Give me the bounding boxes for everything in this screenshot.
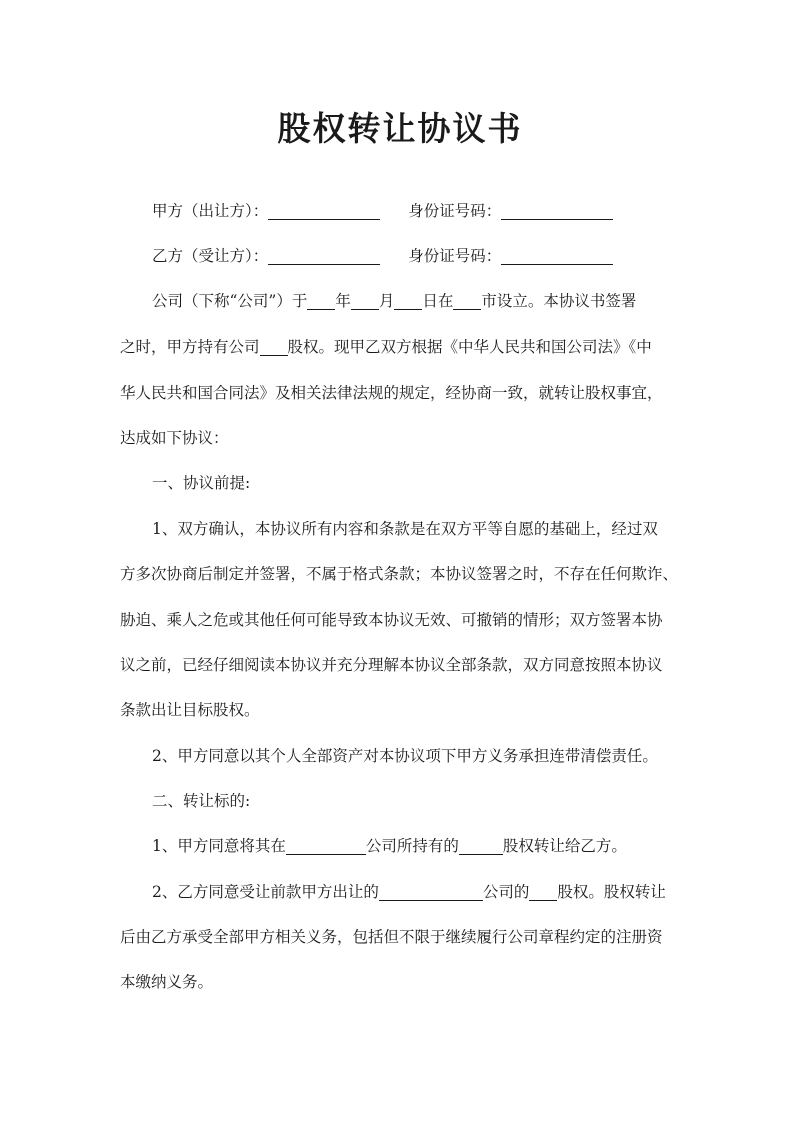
party-a-id-label: 身份证号码： (408, 202, 502, 220)
section-1-item-1-line-5: 条款出让目标股权。 (120, 701, 260, 719)
intro-text: 年 (335, 292, 351, 310)
party-a-row (152, 200, 672, 222)
company-name-blank (286, 836, 366, 855)
section-2-item-2-line-1 (152, 881, 690, 903)
city-blank (453, 291, 481, 310)
party-a-label: 甲方（出让方）： (152, 202, 269, 220)
section-2-item-2-line-2: 后由乙方承受全部甲方相关义务，包括但不限于继续履行公司章程约定的注册资 (120, 928, 663, 946)
party-a-name-blank (268, 201, 380, 220)
intro-text: 市设立。本协议书签署 (481, 292, 637, 310)
section-2-text: 2、乙方同意受让前款甲方出让的 (152, 883, 379, 901)
share-blank (459, 836, 503, 855)
section-1-item-1-line-4: 议之前，已经仔细阅读本协议并充分理解本协议全部条款，双方同意按照本协议 (120, 656, 663, 674)
share-blank-2 (529, 882, 557, 901)
section-2-item-1 (152, 835, 690, 857)
company-name-blank-2 (379, 882, 483, 901)
section-2-text: 1、甲方同意将其在 (152, 837, 286, 855)
section-1-item-1-line-1: 1、双方确认，本协议所有内容和条款是在双方平等自愿的基础上，经过双 (152, 520, 658, 538)
intro-text: 公司（下称“公司”）于 (152, 292, 308, 310)
share-percent-blank (260, 337, 288, 356)
section-2-text: 股权。股权转让 (557, 883, 666, 901)
intro-text: 月 (378, 292, 395, 310)
year-blank (307, 291, 335, 310)
section-2-item-2-line-3: 本缴纳义务。 (120, 973, 214, 991)
intro-line-1 (152, 290, 690, 312)
section-1-heading: 一、协议前提: (152, 474, 251, 492)
month-blank (351, 291, 379, 310)
intro-text: 日在 (422, 292, 454, 310)
party-b-id-label: 身份证号码： (408, 247, 502, 265)
intro-text: 之时，甲方持有公司 (120, 338, 260, 356)
party-a-id-blank (501, 201, 613, 220)
party-b-id-blank (501, 246, 613, 265)
document-title: 股权转让协议书 (277, 109, 523, 148)
party-b-row (152, 245, 672, 267)
intro-line-2 (120, 336, 690, 358)
section-2-text: 股权转让给乙方。 (502, 837, 627, 855)
section-2-text: 公司的 (482, 883, 530, 901)
party-b-label: 乙方（受让方）： (152, 247, 269, 265)
section-2-heading: 二、转让标的: (152, 792, 251, 810)
section-2-text: 公司所持有的 (365, 837, 459, 855)
intro-line-3: 华人民共和国合同法》及相关法律法规的规定，经协商一致，就转让股权事宜， (120, 384, 663, 402)
party-b-name-blank (268, 246, 380, 265)
section-1-item-1-line-2: 方多次协商后制定并签署，不属于格式条款；本协议签署之时，不存在任何欺诈、 (120, 565, 679, 583)
intro-line-4: 达成如下协议： (120, 429, 229, 447)
section-1-item-2: 2、甲方同意以其个人全部资产对本协议项下甲方义务承担连带清偿责任。 (152, 747, 658, 765)
section-1-item-1-line-3: 胁迫、乘人之危或其他任何可能导致本协议无效、可撤销的情形；双方签署本协 (120, 611, 663, 629)
day-blank (394, 291, 422, 310)
intro-text: 股权。现甲乙双方根据《中华人民共和国公司法》《中 (287, 338, 652, 356)
